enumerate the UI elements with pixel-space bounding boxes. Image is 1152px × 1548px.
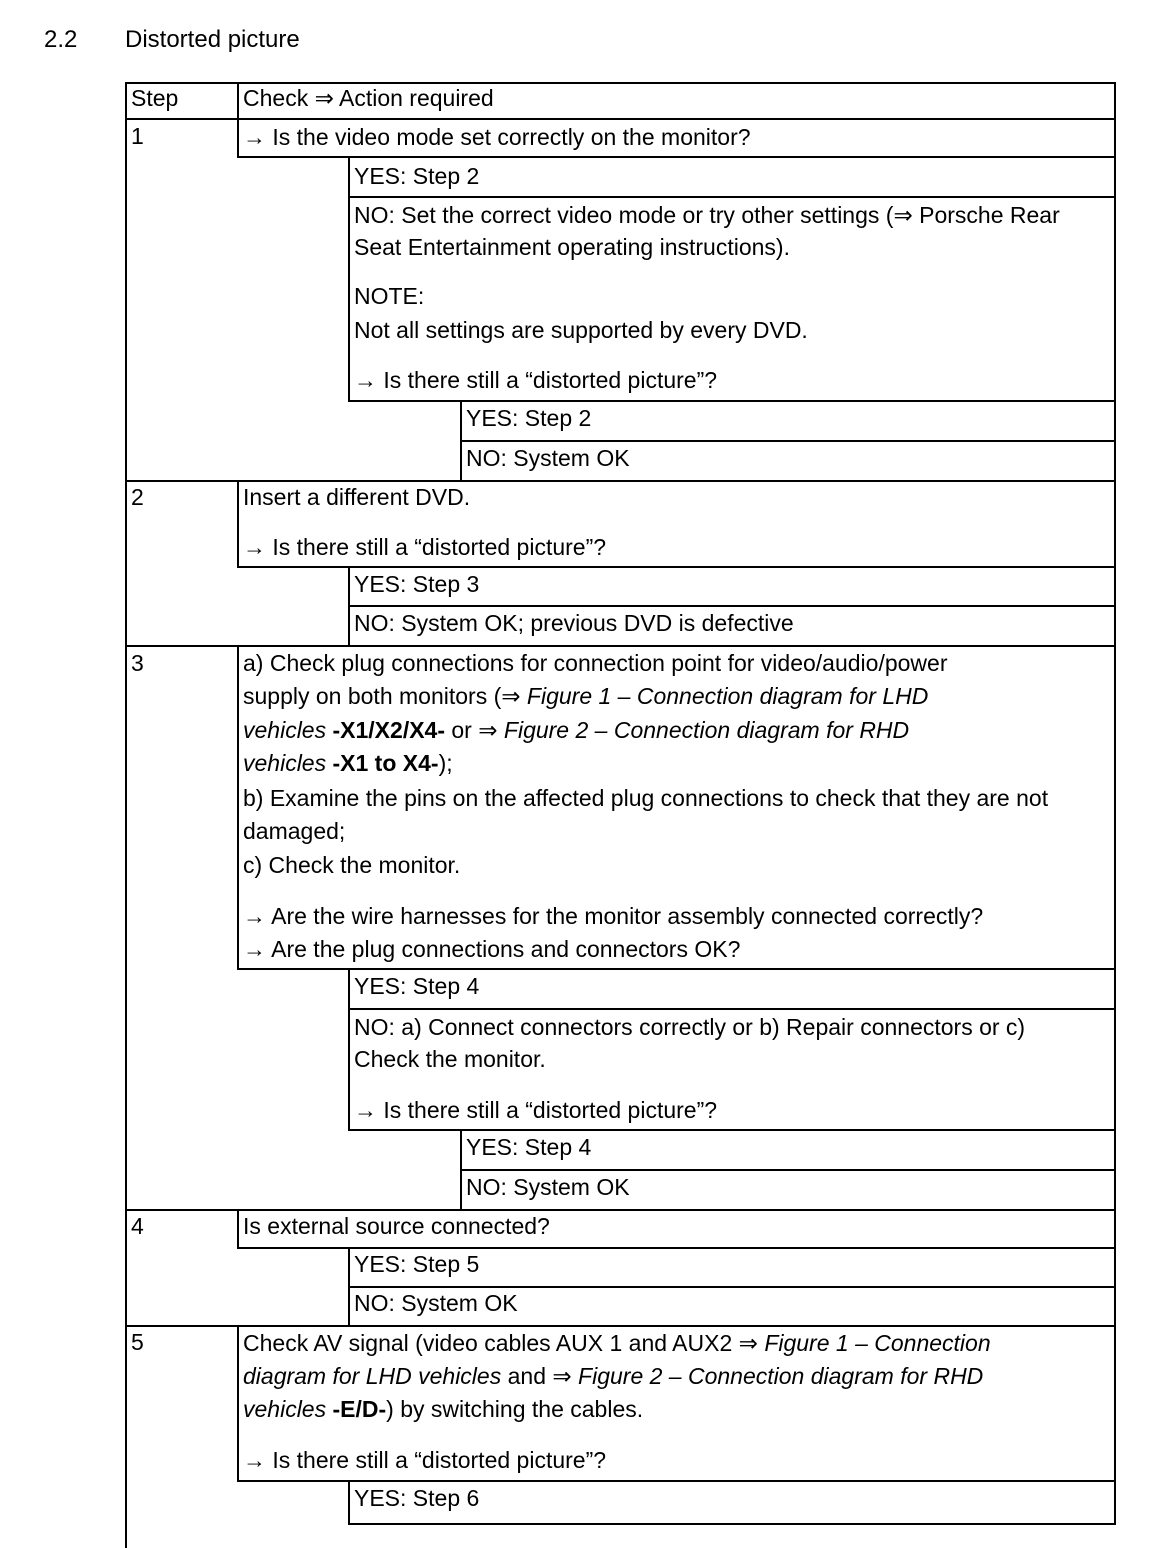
step-4-question: Is external source connected? [243,1213,550,1239]
connector-code: -X1 to X4- [332,750,439,776]
step-3-b-line2: damaged; [243,818,346,844]
text-run: and [501,1363,553,1389]
figure-reference: diagram for LHD vehicles [243,1363,502,1389]
text-run: supply on both monitors ( [243,683,502,709]
figure-reference: vehicles [243,1396,327,1422]
step-3-question1: → Are the wire harnesses for the monitor assembly connected correctly? [243,903,984,929]
grid-line [348,400,1116,402]
grid-line [237,1325,239,1482]
step-1-number: 1 [131,123,144,149]
step-4-yes: YES: Step 5 [354,1251,480,1277]
grid-line [348,1129,1116,1131]
step-3-followup-yes: YES: Step 4 [466,1134,592,1160]
arrow-icon: ⇒ [738,1330,758,1356]
connector-code: -E/D- [332,1396,387,1422]
step-3-a-line2 [243,680,928,713]
step-1-note-text: Not all settings are supported by every DVD. [354,317,808,343]
step-5-question: → Is there still a “distorted picture”? [243,1447,607,1473]
text-run: ) by switching the cables. [386,1396,644,1422]
step-3-no-line1: NO: a) Connect connectors correctly or b) Repair connectors or c) [354,1014,1026,1040]
text-run: or [445,717,479,743]
figure-reference: Figure 2 – Connection diagram for RHD [503,717,910,743]
grid-line [348,1480,350,1525]
step-2-no: NO: System OK; previous DVD is defective [354,610,794,636]
grid-line [348,196,1116,198]
text-run: ); [438,750,453,776]
table-border-right [1114,82,1116,1525]
grid-line [348,968,350,1131]
step-3-no-line2: Check the monitor. [354,1046,546,1072]
step-5-line2 [243,1360,983,1393]
step-1-note-label: NOTE: [354,283,425,309]
arrow-icon: ⇒ [501,683,521,709]
step-4-number: 4 [131,1213,144,1239]
grid-line [348,1008,1116,1010]
step-1-question: → Is the video mode set correctly on the monitor? [243,124,751,150]
step-3-a-line4 [243,747,453,780]
grid-line [237,118,239,158]
section-title: Distorted picture [125,26,300,53]
step-3-question2: → Are the plug connections and connectors OK? [243,936,741,962]
step-3-a-line1: a) Check plug connections for connection point for video/audio/power [243,650,948,676]
step-2-yes: YES: Step 3 [354,571,480,597]
step-1-followup: → Is there still a “distorted picture”? [354,367,718,393]
table-border-left [125,82,127,1548]
grid-line [348,1523,1116,1525]
step-1-followup-no: NO: System OK [466,445,630,471]
figure-reference: Figure 2 – Connection diagram for RHD [578,1363,984,1389]
figure-reference: Figure 1 – Connection [764,1330,991,1356]
step-3-a-line3 [243,714,909,747]
step-1-followup-yes: YES: Step 2 [466,405,592,431]
grid-line [237,1209,239,1249]
step-3-followup-no: NO: System OK [466,1174,630,1200]
header-column-divider [237,82,239,120]
figure-reference: Figure 1 – Connection diagram for LHD [526,683,929,709]
step-1-yes: YES: Step 2 [354,163,480,189]
step-2-instruction: Insert a different DVD. [243,484,471,510]
header-action: Check ⇒ Action required [243,85,494,111]
section-number: 2.2 [44,26,78,53]
connector-code: -X1/X2/X4- [332,717,445,743]
text-run: Check AV signal (video cables AUX 1 and AUX2 [243,1330,739,1356]
step-5-number: 5 [131,1329,144,1355]
step-5-line3 [243,1393,643,1426]
step-2-question: → Is there still a “distorted picture”? [243,534,607,560]
header-step: Step [131,85,179,111]
step-3-yes: YES: Step 4 [354,973,480,999]
grid-line [237,645,239,970]
arrow-icon: ⇒ [478,717,498,743]
step-3-number: 3 [131,650,144,676]
step-5-yes: YES: Step 6 [354,1485,480,1511]
step-3-b-line1: b) Examine the pins on the affected plug connections to check that they are not [243,785,1049,811]
step-5-line1 [243,1327,991,1360]
step-1-no-line2: Seat Entertainment operating instructions). [354,234,790,260]
arrow-icon: ⇒ [552,1363,572,1389]
grid-line [237,156,1116,158]
step-4-no: NO: System OK [354,1290,518,1316]
grid-line [237,480,239,568]
figure-reference: vehicles [243,717,327,743]
grid-line [348,156,350,402]
step-3-c-line: c) Check the monitor. [243,852,461,878]
step-3-followup: → Is there still a “distorted picture”? [354,1097,718,1123]
step-2-number: 2 [131,484,144,510]
figure-reference: vehicles [243,750,327,776]
header-divider [125,118,1116,120]
step-1-no-line1: NO: Set the correct video mode or try other settings (⇒ Porsche Rear [354,202,1060,228]
